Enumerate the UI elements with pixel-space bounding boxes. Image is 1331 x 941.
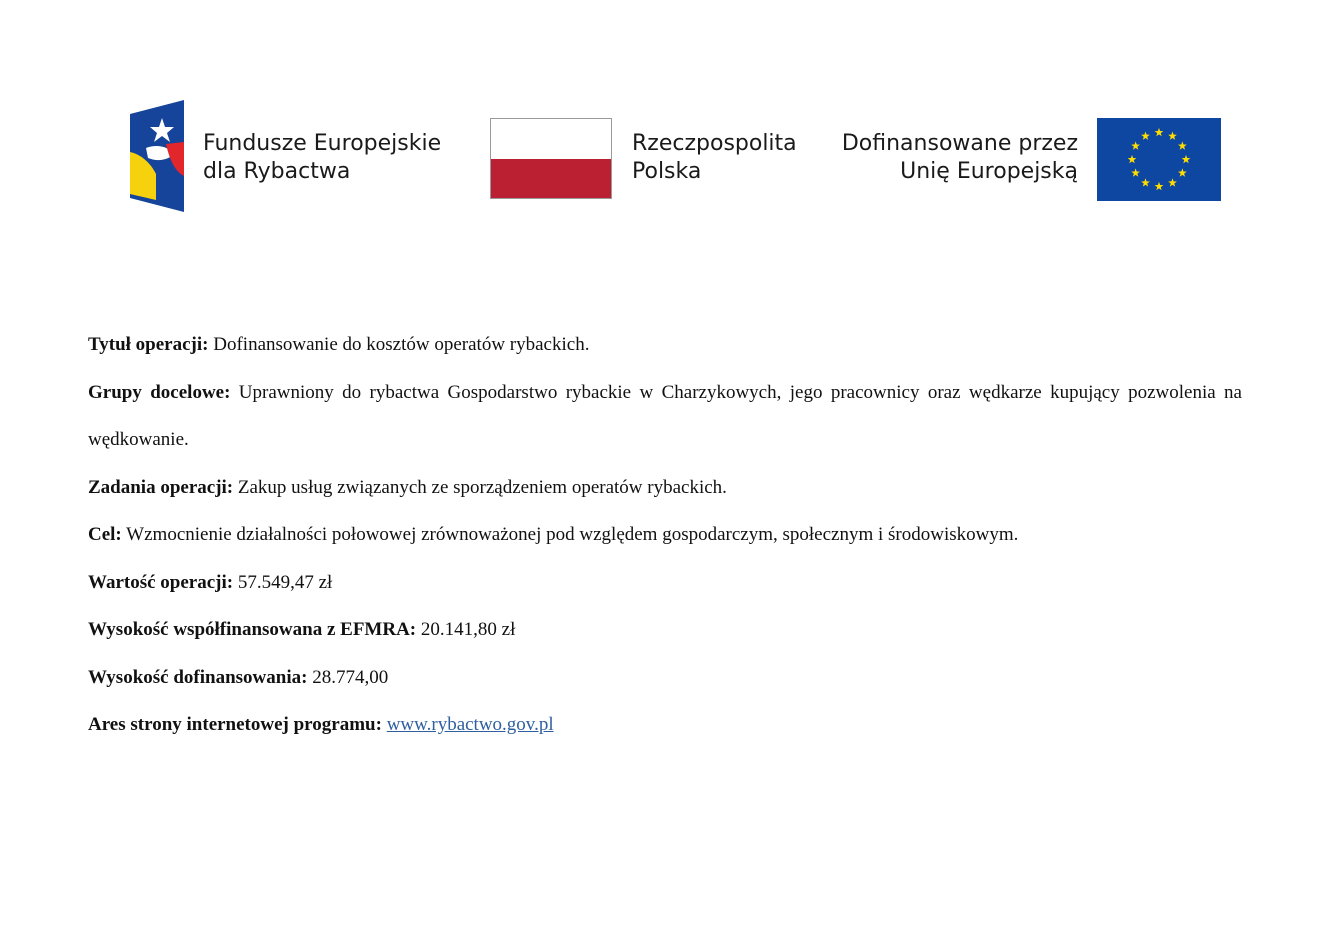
operation-goal: [88, 511, 1242, 559]
cofinancing-amount: [88, 606, 1242, 654]
target-groups-label: Grupy docelowe:: [88, 381, 231, 403]
operation-tasks: [88, 464, 1242, 512]
rp-logo-text: [632, 130, 797, 186]
logo-strip: [0, 0, 1331, 260]
operation-value: [88, 559, 1242, 607]
operation-title-value: Dofinansowanie do kosztów operatów rybackich.: [208, 334, 590, 355]
operation-value-label: Wartość operacji:: [88, 571, 234, 593]
program-website-label: Ares strony internetowej programu:: [88, 714, 382, 735]
eu-logo-text: [820, 130, 1078, 186]
funds-logo-text: [203, 130, 441, 186]
flag-red-stripe: [491, 159, 611, 199]
funds-logo-line1: Fundusze Europejskie: [203, 131, 442, 156]
cofinancing-value: 20.141,80 zł: [416, 619, 516, 640]
operation-tasks-value: Zakup usług związanych ze sporządzeniem operatów rybackich.: [233, 476, 727, 498]
funding-label: Wysokość dofinansowania:: [88, 666, 308, 688]
eu-logo-line1: Dofinansowane przez: [841, 131, 1078, 156]
program-website: [88, 701, 1242, 749]
rp-logo-line2: Polska: [632, 159, 702, 184]
funding-value: 28.774,00: [307, 666, 389, 688]
polish-flag-icon: [490, 118, 612, 199]
funds-logo-line2: dla Rybactwa: [203, 159, 351, 184]
operation-goal-label: Cel:: [88, 524, 122, 545]
eu-flag-icon: [1097, 118, 1221, 201]
rp-logo-line1: Rzeczpospolita: [632, 131, 797, 156]
operation-title: [88, 321, 1242, 369]
eu-logo-line2: Unię Europejską: [900, 159, 1078, 184]
target-groups: [88, 369, 1242, 464]
operation-title-label: Tytuł operacji:: [88, 334, 209, 355]
operation-tasks-label: Zadania operacji:: [88, 476, 234, 498]
operation-value-amount: 57.549,47 zł: [233, 571, 333, 593]
target-groups-value: Uprawniony do rybactwa Gospodarstwo rybackie w Charzykowych, jego pracownicy oraz wędkarze kupujący pozwolenia na wędkowanie.: [88, 381, 1242, 450]
funding-amount: [88, 654, 1242, 702]
funds-for-fisheries-flag-icon: [128, 100, 186, 212]
operation-goal-value: Wzmocnienie działalności połowowej zrównoważonej pod względem gospodarczym, społecznym i środowiskowym.: [121, 524, 1019, 545]
cofinancing-label: Wysokość współfinansowana z EFMRA:: [88, 619, 417, 640]
program-website-link[interactable]: www.rybactwo.gov.pl: [386, 714, 554, 735]
operation-details: [88, 321, 1242, 749]
flag-white-stripe: [491, 119, 611, 159]
